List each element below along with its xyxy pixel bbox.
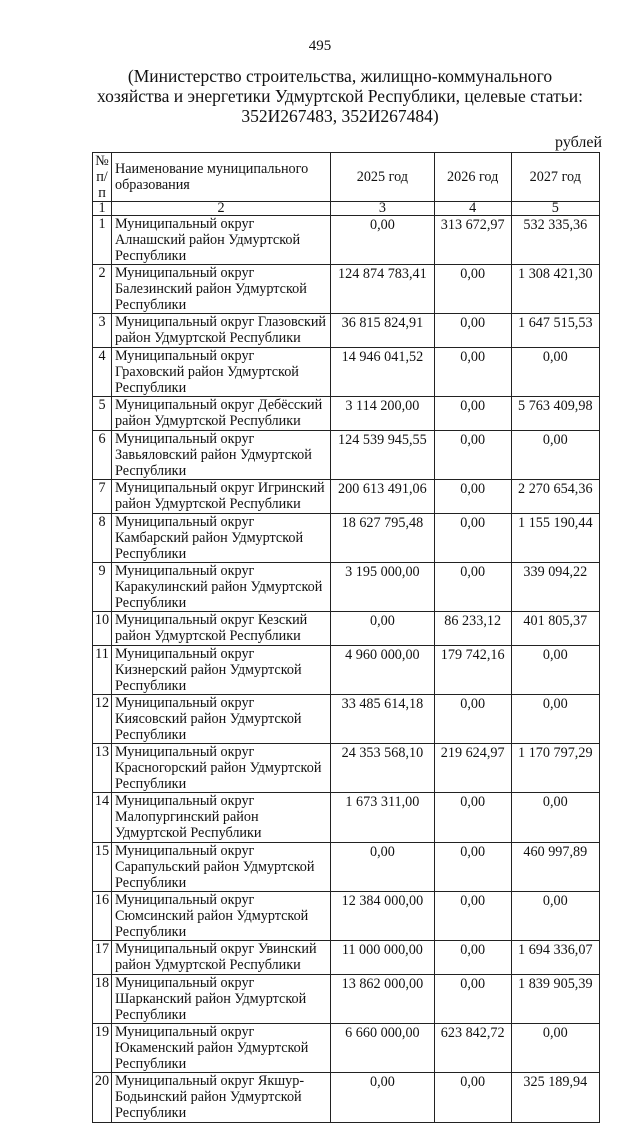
value-2027: 1 308 421,30 [511,265,599,314]
row-number: 2 [93,265,112,314]
row-number: 8 [93,514,112,563]
value-2025: 33 485 614,18 [331,695,435,744]
value-2025: 36 815 824,91 [331,314,435,348]
value-2025: 3 195 000,00 [331,563,435,612]
municipality-name: Муниципальный округ Юкаменский район Удмуртской Республики [112,1024,331,1073]
municipality-name: Муниципальный округ Завьяловский район Удмуртской Республики [112,431,331,480]
value-2026: 623 842,72 [434,1024,511,1073]
table-header-row [93,153,600,202]
value-2026: 219 624,97 [434,744,511,793]
value-2027: 325 189,94 [511,1073,599,1123]
table-row [93,563,600,612]
value-2026: 0,00 [434,892,511,941]
value-2026: 0,00 [434,265,511,314]
value-2025: 24 353 568,10 [331,744,435,793]
municipality-name: Муниципальный округ Дебёсский район Удмуртской Республики [112,397,331,431]
municipality-name: Муниципальный округ Якшур-Бодьинский район Удмуртской Республики [112,1073,331,1123]
row-number: 12 [93,695,112,744]
table-row [93,514,600,563]
value-2026: 0,00 [434,431,511,480]
value-2026: 0,00 [434,348,511,397]
municipality-name: Муниципальный округ Сарапульский район Удмуртской Республики [112,843,331,892]
value-2025: 124 874 783,41 [331,265,435,314]
value-2025: 124 539 945,55 [331,431,435,480]
table-row [93,941,600,975]
value-2026: 179 742,16 [434,646,511,695]
municipality-name: Муниципальный округ Шарканский район Удмуртской Республики [112,975,331,1024]
value-2026: 313 672,97 [434,216,511,265]
value-2026: 0,00 [434,397,511,431]
row-number: 13 [93,744,112,793]
value-2027: 2 270 654,36 [511,480,599,514]
value-2025: 3 114 200,00 [331,397,435,431]
value-2026: 0,00 [434,514,511,563]
value-2027: 0,00 [511,431,599,480]
row-number: 6 [93,431,112,480]
header-number: № п/п [93,153,112,202]
page-number: 495 [308,38,332,54]
value-2026: 0,00 [434,695,511,744]
value-2025: 0,00 [331,1073,435,1123]
value-2027: 401 805,37 [511,612,599,646]
municipality-name: Муниципальный округ Камбарский район Удмуртской Республики [112,514,331,563]
row-number: 1 [93,216,112,265]
table-row [93,975,600,1024]
value-2027: 460 997,89 [511,843,599,892]
column-number-row [93,202,600,216]
value-2026: 0,00 [434,793,511,843]
municipality-name: Муниципальный округ Алнашский район Удмуртской Республики [112,216,331,265]
header-2025: 2025 год [331,153,435,202]
header-2027: 2027 год [511,153,599,202]
row-number: 16 [93,892,112,941]
municipality-name: Муниципальный округ Сюмсинский район Удмуртской Республики [112,892,331,941]
column-number: 4 [434,202,511,216]
table-row [93,314,600,348]
value-2025: 200 613 491,06 [331,480,435,514]
municipality-name: Муниципальный округ Глазовский район Удмуртской Республики [112,314,331,348]
value-2027: 0,00 [511,1024,599,1073]
value-2027: 532 335,36 [511,216,599,265]
value-2027: 0,00 [511,695,599,744]
row-number: 14 [93,793,112,843]
municipality-name: Муниципальный округ Увинский район Удмуртской Республики [112,941,331,975]
municipality-name: Муниципальный округ Красногорский район Удмуртской Республики [112,744,331,793]
value-2025: 14 946 041,52 [331,348,435,397]
row-number: 9 [93,563,112,612]
value-2025: 1 673 311,00 [331,793,435,843]
value-2026: 0,00 [434,975,511,1024]
row-number: 15 [93,843,112,892]
value-2027: 1 647 515,53 [511,314,599,348]
table-row [93,216,600,265]
table-row [93,348,600,397]
column-number: 1 [93,202,112,216]
value-2027: 0,00 [511,646,599,695]
document-title: (Министерство строительства, жилищно-коммунального хозяйства и энергетики Удмуртской Республики, целевые статьи: 352И267483, 352И267484) [97,66,583,126]
municipality-name: Муниципальный округ Кезский район Удмуртской Республики [112,612,331,646]
table-row [93,1024,600,1073]
value-2025: 4 960 000,00 [331,646,435,695]
value-2025: 11 000 000,00 [331,941,435,975]
table-row [93,397,600,431]
value-2025: 0,00 [331,612,435,646]
value-2025: 0,00 [331,843,435,892]
value-2027: 0,00 [511,793,599,843]
value-2026: 0,00 [434,314,511,348]
value-2025: 0,00 [331,216,435,265]
row-number: 5 [93,397,112,431]
value-2025: 18 627 795,48 [331,514,435,563]
column-number: 2 [112,202,331,216]
value-2027: 5 763 409,98 [511,397,599,431]
value-2027: 1 155 190,44 [511,514,599,563]
table-body [93,216,600,1123]
table-row [93,431,600,480]
value-2027: 0,00 [511,348,599,397]
units-label: рублей [555,134,602,151]
column-number: 5 [511,202,599,216]
row-number: 10 [93,612,112,646]
value-2027: 1 839 905,39 [511,975,599,1024]
table-row [93,695,600,744]
value-2025: 12 384 000,00 [331,892,435,941]
municipality-name: Муниципальный округ Игринский район Удмуртской Республики [112,480,331,514]
municipality-name: Муниципальный округ Киясовский район Удмуртской Республики [112,695,331,744]
value-2026: 0,00 [434,480,511,514]
value-2027: 0,00 [511,892,599,941]
table-row [93,480,600,514]
municipality-name: Муниципальный округ Малопургинский район Удмуртской Республики [112,793,331,843]
row-number: 19 [93,1024,112,1073]
municipality-name: Муниципальный округ Балезинский район Удмуртской Республики [112,265,331,314]
table-row [93,843,600,892]
row-number: 17 [93,941,112,975]
value-2025: 6 660 000,00 [331,1024,435,1073]
value-2026: 0,00 [434,843,511,892]
table-row [93,265,600,314]
value-2027: 1 170 797,29 [511,744,599,793]
allocation-table [92,152,600,1123]
value-2025: 13 862 000,00 [331,975,435,1024]
value-2027: 339 094,22 [511,563,599,612]
column-number: 3 [331,202,435,216]
table-row [93,646,600,695]
value-2026: 0,00 [434,941,511,975]
row-number: 3 [93,314,112,348]
row-number: 11 [93,646,112,695]
table-row [93,892,600,941]
value-2027: 1 694 336,07 [511,941,599,975]
table-row [93,1073,600,1123]
header-2026: 2026 год [434,153,511,202]
row-number: 20 [93,1073,112,1123]
municipality-name: Муниципальный округ Кизнерский район Удмуртской Республики [112,646,331,695]
value-2026: 0,00 [434,563,511,612]
header-name: Наименование муниципального образования [112,153,331,202]
row-number: 7 [93,480,112,514]
municipality-name: Муниципальный округ Каракулинский район Удмуртской Республики [112,563,331,612]
row-number: 4 [93,348,112,397]
value-2026: 86 233,12 [434,612,511,646]
row-number: 18 [93,975,112,1024]
value-2026: 0,00 [434,1073,511,1123]
municipality-name: Муниципальный округ Граховский район Удмуртской Республики [112,348,331,397]
table-row [93,744,600,793]
table-row [93,612,600,646]
table-row [93,793,600,843]
